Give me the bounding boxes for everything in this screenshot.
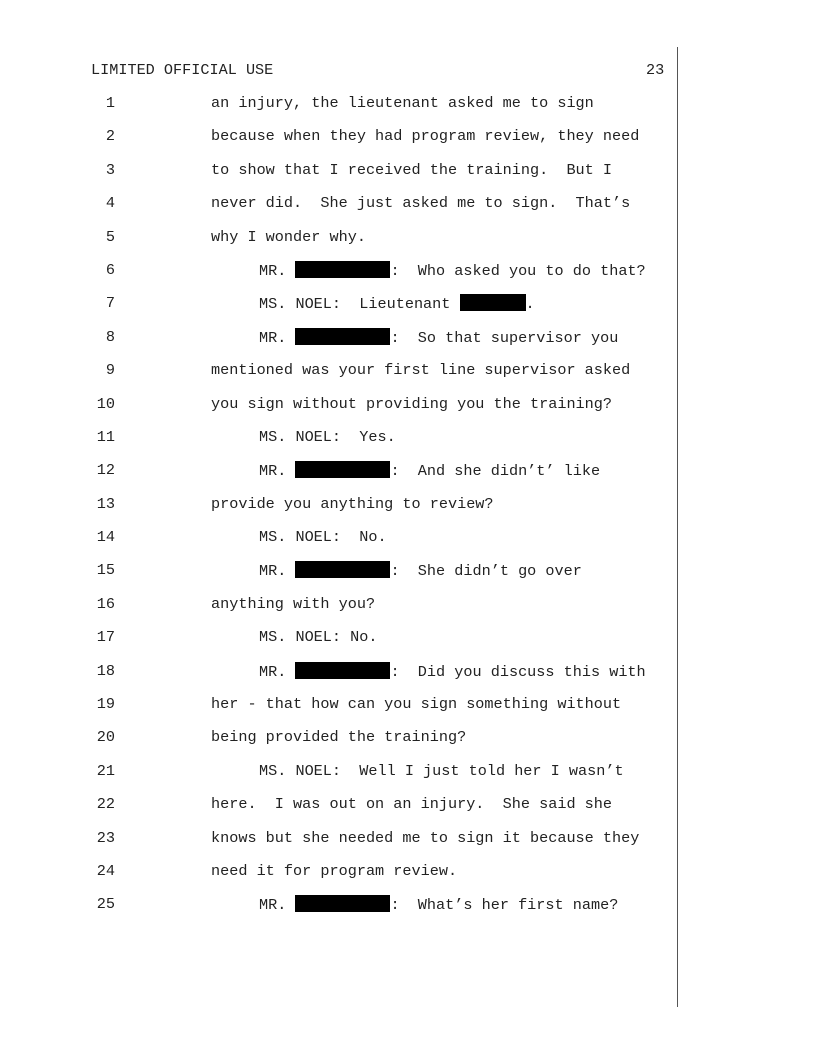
speaker-label: MR. [259, 562, 287, 581]
redaction-box [295, 261, 390, 278]
speech-text: : Who asked you to do that? [390, 261, 646, 280]
transcript-line [0, 895, 816, 928]
line-number: 24 [96, 861, 115, 880]
speaker-line [259, 895, 618, 914]
line-number: 8 [105, 327, 115, 346]
speech-text: : She didn’t go over [390, 562, 582, 581]
speaker-line: MS. NOEL: Yes. [259, 427, 396, 446]
transcript-line [0, 829, 816, 862]
redaction-box [295, 561, 390, 578]
speaker-line: MS. NOEL: Well I just told her I wasn’t [259, 761, 624, 780]
transcript-line [0, 194, 816, 227]
speech-text: : Did you discuss this with [390, 662, 646, 681]
line-text: here. I was out on an injury. She said she [211, 795, 613, 814]
speaker-label: MR. [259, 328, 287, 347]
transcript-line [0, 261, 816, 294]
line-number: 7 [105, 294, 115, 313]
line-text: mentioned was your first line supervisor asked [211, 361, 631, 380]
transcript-line [0, 561, 816, 594]
redaction-box [295, 461, 390, 478]
line-number: 5 [105, 227, 115, 246]
speech-text: : And she didn’t’ like [390, 462, 601, 481]
transcript-line [0, 461, 816, 494]
transcript-line [0, 127, 816, 160]
transcript-line [0, 695, 816, 728]
line-text: provide you anything to review? [211, 494, 494, 513]
line-number: 21 [96, 761, 115, 780]
line-number: 11 [96, 427, 115, 446]
line-number: 16 [96, 594, 115, 613]
speaker-line [259, 561, 582, 580]
line-text: to show that I received the training. But I [211, 160, 613, 179]
line-number: 6 [105, 260, 115, 279]
transcript-line [0, 228, 816, 261]
transcript-line [0, 294, 816, 327]
line-number: 19 [96, 695, 115, 714]
speaker-line [259, 294, 535, 313]
line-number: 10 [96, 394, 115, 413]
transcript-line [0, 528, 816, 561]
transcript-line [0, 795, 816, 828]
line-number: 17 [96, 628, 115, 647]
speaker-line [259, 261, 646, 280]
speaker-label: MR. [259, 462, 287, 481]
redaction-box [295, 328, 390, 345]
redaction-box [295, 662, 390, 679]
line-number: 25 [96, 895, 115, 914]
line-number: 14 [96, 528, 115, 547]
line-text: need it for program review. [211, 861, 458, 880]
speaker-line [259, 461, 600, 480]
line-number: 1 [105, 94, 115, 112]
transcript-line [0, 762, 816, 795]
line-number: 9 [105, 361, 115, 380]
line-number: 22 [96, 795, 115, 814]
speech-text: : What’s her first name? [390, 896, 619, 915]
transcript-line [0, 662, 816, 695]
line-number: 2 [105, 127, 115, 146]
speech-text: . [525, 295, 535, 314]
speaker-line [259, 328, 618, 347]
line-number: 3 [105, 160, 115, 179]
speaker-label: MR. [259, 662, 287, 681]
line-text: you sign without providing you the training? [211, 394, 613, 413]
line-number: 18 [96, 661, 115, 680]
line-number: 13 [96, 494, 115, 513]
transcript-line [0, 728, 816, 761]
speech-text: : So that supervisor you [390, 328, 619, 347]
transcript-body [0, 94, 816, 929]
line-text: anything with you? [211, 594, 376, 613]
transcript-line [0, 161, 816, 194]
line-text: an injury, the lieutenant asked me to sign [211, 94, 594, 112]
line-number: 23 [96, 828, 115, 847]
line-text: never did. She just asked me to sign. That’s [211, 194, 631, 213]
line-text: being provided the training? [211, 728, 467, 747]
page-number: 23 [646, 61, 665, 79]
line-text: because when they had program review, they need [211, 127, 640, 146]
redaction-box [460, 294, 526, 311]
speaker-line: MS. NOEL: No. [259, 628, 378, 647]
transcript-line [0, 628, 816, 661]
line-number: 15 [96, 561, 115, 580]
page-header-classification: LIMITED OFFICIAL USE [91, 61, 274, 79]
transcript-line [0, 862, 816, 895]
speaker-label: MS. NOEL: Lieutenant [259, 295, 451, 314]
transcript-line [0, 395, 816, 428]
speaker-label: MR. [259, 896, 287, 915]
transcript-line [0, 595, 816, 628]
speaker-line [259, 662, 646, 681]
transcript-line [0, 361, 816, 394]
redaction-box [295, 895, 390, 912]
line-text: her - that how can you sign something without [211, 695, 622, 714]
transcript-line [0, 94, 816, 127]
transcript-line [0, 428, 816, 461]
transcript-line [0, 495, 816, 528]
speaker-label: MR. [259, 261, 287, 280]
line-text: why I wonder why. [211, 227, 366, 246]
line-number: 4 [105, 194, 115, 213]
line-number: 20 [96, 728, 115, 747]
line-text: knows but she needed me to sign it because they [211, 828, 640, 847]
speaker-line: MS. NOEL: No. [259, 528, 387, 547]
transcript-line [0, 328, 816, 361]
line-number: 12 [96, 461, 115, 480]
